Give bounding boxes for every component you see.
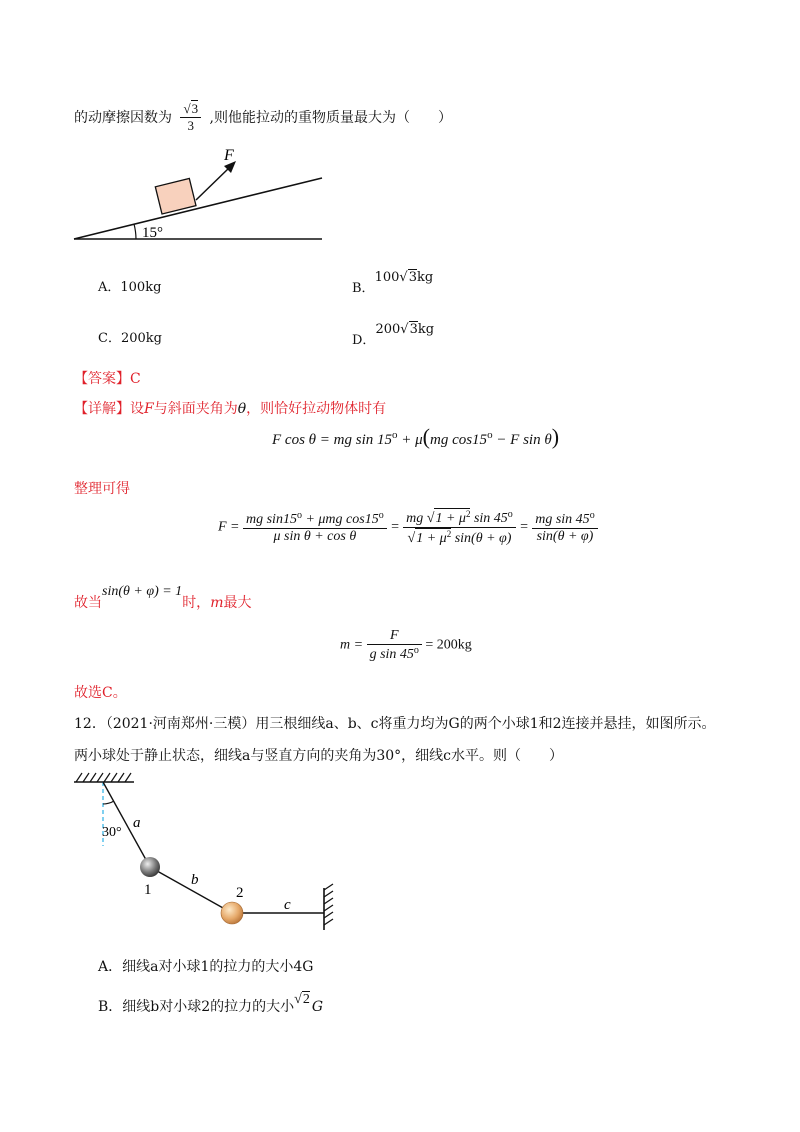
detail-text2: 与斜面夹角为	[153, 401, 238, 417]
option-d[interactable]	[352, 318, 435, 348]
option-b-unit: kg	[416, 270, 434, 285]
equation-3: m = $\frac{F}{g \sin 45^o}$ = 200kg	[340, 628, 472, 662]
angle-arc	[134, 224, 136, 239]
therefore-text1: 故当	[74, 595, 102, 611]
q12-line2: 两小球处于静止状态，细线a与竖直方向的夹角为30°，细线c水平。则（ ）	[74, 748, 563, 764]
therefore-text3: 最大	[223, 595, 252, 611]
q12-option-b-root: √2	[294, 992, 310, 1007]
line-b-label: b	[191, 872, 199, 888]
force-arrow	[196, 167, 230, 200]
therefore-m: m	[210, 595, 224, 611]
ceiling-hatch	[76, 773, 131, 782]
option-b-letter: B．	[352, 281, 375, 296]
angle-label-30: 30°	[102, 825, 122, 840]
q12-option-b-prefix: B．细线b对小球2的拉力的大小	[98, 999, 295, 1015]
answer-line	[74, 368, 141, 388]
option-d-value: 200√3kg	[375, 322, 435, 337]
option-a[interactable]	[98, 276, 161, 295]
angle-arc-30	[103, 801, 114, 804]
q12-option-a[interactable]: A．细线a对小球1的拉力的大小4G	[98, 959, 314, 975]
incline-figure	[70, 140, 330, 246]
line-c-label: c	[284, 897, 291, 913]
equation-1: F cos θ = mg $\sin 15^o + \mu(mg$ $\cos 15^o - F$ sin θ)	[272, 424, 560, 449]
line-a-label: a	[133, 815, 141, 831]
answer-tag: 【答案】	[74, 371, 130, 387]
therefore-text2: 时，	[182, 595, 211, 611]
choose-line: 故选C。	[74, 685, 127, 701]
option-d-letter: D．	[352, 333, 376, 348]
option-a-letter: A．	[98, 280, 121, 295]
mu-fraction: $\frac{√3}{3}$	[180, 100, 201, 134]
wall-hatch	[324, 884, 333, 925]
option-c[interactable]	[98, 327, 162, 346]
therefore-line	[74, 580, 252, 611]
q12-option-b[interactable]	[98, 988, 324, 1015]
option-b-root: 3	[408, 270, 417, 285]
q11-stem-prefix: 的动摩擦因数为	[74, 110, 172, 126]
detail-f: F	[144, 401, 154, 417]
mu-numerator: 3	[191, 101, 199, 116]
q12-option-b-suffix: G	[311, 999, 324, 1015]
option-a-value: 100kg	[120, 280, 162, 295]
detail-text1: 设	[130, 401, 144, 417]
q12-number: 12．	[74, 716, 106, 732]
option-d-root: 3	[409, 322, 418, 337]
option-c-value: 200kg	[120, 331, 162, 346]
therefore-condition: sin(θ + φ) = 1	[102, 584, 183, 599]
angle-label: 15°	[142, 225, 163, 241]
block	[155, 178, 196, 214]
option-d-prefix: 200	[375, 322, 401, 337]
q12-option-b-root-value: 2	[302, 992, 310, 1007]
mu-denominator: 3	[180, 117, 201, 134]
option-c-letter: C．	[98, 331, 121, 346]
arrange-line: 整理可得	[74, 481, 130, 497]
equation-2: F = $\frac{mg \sin 15^o + \mu mg \cos 15^o}{\text{μ sin θ + cos θ}}$ = $\frac{mg √1 + \mu^2 \sin 45^o}{√1 + \mu^2 \sin(\theta + \varphi)}$ = $\frac{mg \sin 45^o}{\sin(\theta + \varphi)}$	[218, 508, 598, 547]
pendulum-figure	[70, 770, 340, 930]
incline-line	[74, 178, 322, 239]
ball-2	[221, 902, 243, 924]
q11-stem-suffix: ,则他能拉动的重物质量最大为（ ）	[209, 110, 452, 126]
detail-line	[74, 398, 386, 418]
option-b[interactable]	[352, 266, 434, 296]
force-label: F	[224, 147, 234, 164]
answer-value: C	[130, 371, 141, 387]
q12-stem-line1: 用三根细线a、b、c将重力均为G的两个小球1和2连接并悬挂，如图所示。	[255, 716, 716, 732]
detail-text3: ，则恰好拉动物体时有	[246, 401, 387, 417]
ball-1-label: 1	[144, 882, 152, 898]
option-b-value: 100√3kg	[374, 270, 434, 285]
ball-1	[140, 857, 160, 877]
detail-tag: 【详解】	[74, 401, 130, 417]
q12-line1	[74, 713, 716, 733]
q11-stem	[74, 100, 452, 134]
ball-2-label: 2	[236, 885, 244, 901]
detail-theta: θ	[237, 401, 247, 417]
option-d-unit: kg	[417, 322, 435, 337]
q12-source: （2021·河南郑州·三模）	[105, 716, 256, 732]
option-b-prefix: 100	[374, 270, 400, 285]
